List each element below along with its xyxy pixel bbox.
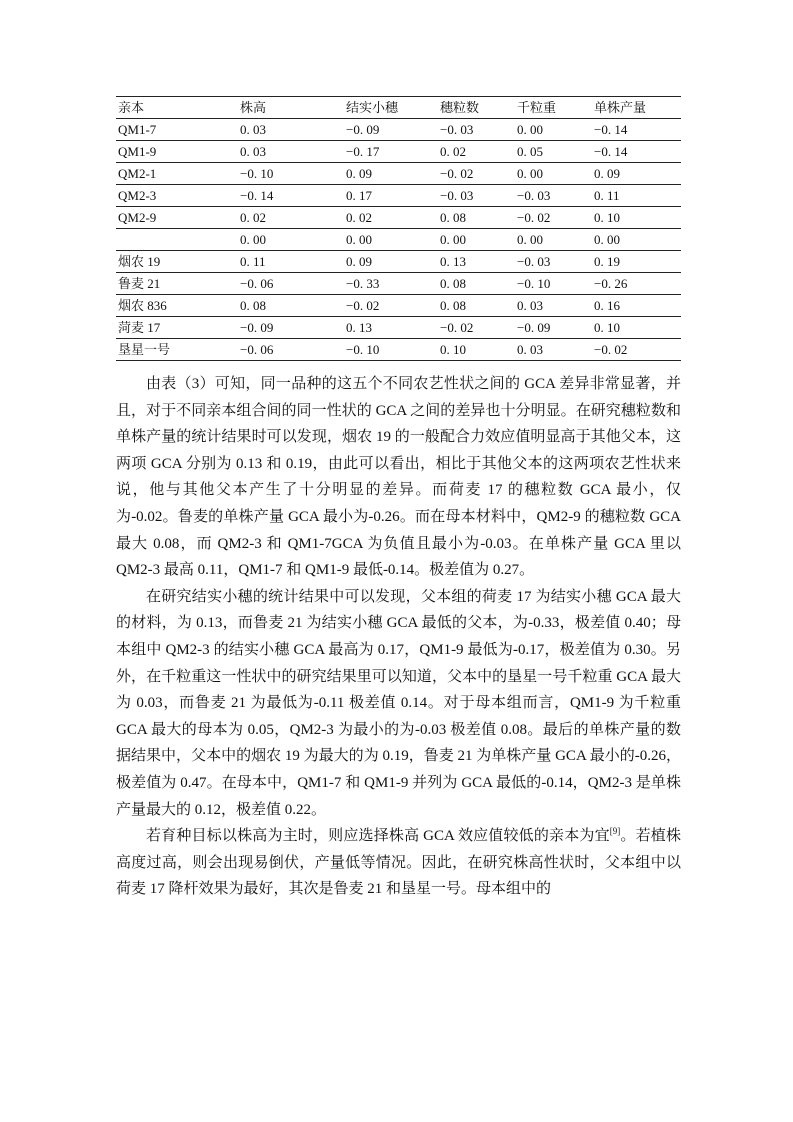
value-cell: 0. 05 — [517, 143, 543, 159]
header-cell-parent: 亲本 — [118, 99, 145, 115]
table-row — [116, 141, 681, 163]
value-cell: −0. 33 — [346, 275, 380, 291]
value-cell: 0. 09 — [346, 165, 372, 181]
value-cell: −0. 09 — [517, 319, 551, 335]
value-cell: 0. 08 — [440, 209, 466, 225]
value-cell: −0. 14 — [594, 121, 628, 137]
row-label-cell: QM1-7 — [118, 121, 157, 137]
value-cell: −0. 14 — [594, 143, 628, 159]
value-cell: −0. 10 — [517, 275, 551, 291]
row-label-cell — [116, 229, 238, 251]
table-row — [116, 295, 681, 317]
value-cell: 0. 00 — [440, 231, 466, 247]
value-cell: −0. 03 — [517, 253, 551, 269]
paragraph-3-tail: 。若植株高度过高，则会出现易倒伏，产量低等情况。因此，在研究株高性状时，父本组中以荷麦 17 降杆效果为最好，其次是鲁麦 21 和垦星一号。母本组中的 — [116, 828, 681, 898]
value-cell: 0. 02 — [346, 209, 372, 225]
citation-ref: [9] — [609, 826, 621, 837]
value-cell: −0. 03 — [440, 121, 474, 137]
header-row — [116, 97, 681, 119]
value-cell: 0. 03 — [240, 121, 266, 137]
header-cell-plant-height: 株高 — [240, 99, 267, 115]
table-row — [116, 251, 681, 273]
header-cell-thousand-grain-weight: 千粒重 — [517, 99, 557, 115]
row-label-cell: 烟农 836 — [118, 297, 167, 313]
value-cell: 0. 17 — [346, 187, 372, 203]
value-cell: 0. 13 — [346, 319, 372, 335]
value-cell: −0. 02 — [517, 209, 551, 225]
gca-table — [116, 96, 681, 361]
paragraph-2: 在研究结实小穗的统计结果中可以发现，父本组的荷麦 17 为结实小穗 GCA 最大的材料，为 0.13，而鲁麦 21 为结实小穗 GCA 最低的父本，为-0.33，极差值 0.40；母本组中 QM2-3 的结实小穗 GCA 最高为 0.17，QM1-9 最低为-0.17，极差值为 0.30。另外，在千粒重这一性状中的研究结果里可以知道，父本中的垦星一号千粒重 GCA 最大为 0.03，而鲁麦 21 为最低为-0.11 极差值 0.14。对于母本组而言，QM1-9 为千粒重 GCA 最大的母本为 0.05，QM2-3 为最小的为-0.03 极差值 0.08。最后的单株产量的数据结果中，父本中的烟农 19 为最大的为 0.19，鲁麦 21 为单株产量 GCA 最小的-0.26，极差值为 0.47。在母本中，QM1-7 和 QM1-9 并列为 GCA 最低的-0.14，QM2-3 是单株产量最大的 0.12，极差值 0.22。 — [116, 588, 681, 818]
value-cell: −0. 02 — [594, 341, 628, 357]
row-label-cell: 烟农 19 — [118, 253, 161, 269]
value-cell: −0. 03 — [517, 187, 551, 203]
value-cell: −0. 17 — [346, 143, 380, 159]
header-cell-grains-per-spike: 穗粒数 — [440, 99, 480, 115]
value-cell: 0. 11 — [240, 253, 266, 269]
value-cell: −0. 02 — [440, 165, 474, 181]
value-cell: −0. 10 — [240, 165, 274, 181]
value-cell: −0. 06 — [240, 275, 274, 291]
table-row — [116, 207, 681, 229]
value-cell: 0. 00 — [346, 231, 372, 247]
table-row — [116, 229, 681, 251]
value-cell: 0. 16 — [594, 297, 620, 313]
value-cell: −0. 02 — [440, 319, 474, 335]
value-cell: −0. 26 — [594, 275, 628, 291]
value-cell: 0. 08 — [440, 297, 466, 313]
value-cell: 0. 00 — [517, 121, 543, 137]
value-cell: −0. 10 — [346, 341, 380, 357]
value-cell: 0. 19 — [594, 253, 620, 269]
value-cell: 0. 08 — [440, 275, 466, 291]
value-cell: 0. 00 — [517, 231, 543, 247]
value-cell: −0. 02 — [346, 297, 380, 313]
value-cell: 0. 00 — [517, 165, 543, 181]
row-label-cell: QM2-3 — [118, 187, 157, 203]
row-label-cell: QM2-1 — [118, 165, 157, 181]
table-row — [116, 273, 681, 295]
table-row — [116, 339, 681, 361]
value-cell: −0. 09 — [240, 319, 274, 335]
paragraph-3 — [116, 823, 681, 903]
row-label-cell: 鲁麦 21 — [118, 275, 161, 291]
value-cell: 0. 09 — [594, 165, 620, 181]
table-row — [116, 163, 681, 185]
table-row — [116, 185, 681, 207]
value-cell: 0. 03 — [517, 341, 543, 357]
value-cell: 0. 10 — [594, 209, 620, 225]
row-label-cell: QM1-9 — [118, 143, 157, 159]
value-cell: −0. 09 — [346, 121, 380, 137]
value-cell: 0. 13 — [440, 253, 466, 269]
value-cell: −0. 06 — [240, 341, 274, 357]
value-cell: 0. 00 — [594, 231, 620, 247]
value-cell: 0. 03 — [240, 143, 266, 159]
body-text — [116, 371, 681, 903]
value-cell: 0. 02 — [240, 209, 266, 225]
paragraph-3-text: 若育种目标以株高为主时，则应选择株高 GCA 效应值较低的亲本为宜 — [146, 828, 610, 845]
row-label-cell: 菏麦 17 — [118, 319, 161, 335]
header-cell-fertile-spikelet: 结实小穗 — [346, 99, 399, 115]
row-label-cell: QM2-9 — [118, 209, 157, 225]
value-cell: 0. 02 — [440, 143, 466, 159]
value-cell: 0. 08 — [240, 297, 266, 313]
table-row — [116, 317, 681, 339]
value-cell: −0. 14 — [240, 187, 274, 203]
value-cell: 0. 00 — [240, 231, 266, 247]
header-cell-yield-per-plant: 单株产量 — [594, 99, 647, 115]
value-cell: 0. 09 — [346, 253, 372, 269]
value-cell: 0. 10 — [594, 319, 620, 335]
table-row — [116, 119, 681, 141]
paragraph-1: 由表（3）可知，同一品种的这五个不同农艺性状之间的 GCA 差异非常显著，并且，对于不同亲本组合间的同一性状的 GCA 之间的差异也十分明显。在研究穗粒数和单株产量的统计结果时可以发现，烟农 19 的一般配合力效应值明显高于其他父本，这两项 GCA 分别为 0.13 和 0.19，由此可以看出，相比于其他父本的这两项农艺性状来说，他与其他父本产生了十分明显的差异。而荷麦 17 的穗粒数 GCA 最小，仅为-0.02。鲁麦的单株产量 GCA 最小为-0.26。而在母本材料中，QM2-9 的穗粒数 GCA 最大 0.08，而 QM2-3 和 QM1-7GCA 为负值且最小为-0.03。在单株产量 GCA 里以 QM2-3 最高 0.11，QM1-7 和 QM1-9 最低-0.14。极差值为 0.27。 — [116, 376, 681, 579]
value-cell: 0. 03 — [517, 297, 543, 313]
table-header — [116, 97, 681, 119]
value-cell: 0. 10 — [440, 341, 466, 357]
row-label-cell: 垦星一号 — [118, 341, 171, 357]
table-body — [116, 119, 681, 361]
value-cell: 0. 11 — [594, 187, 620, 203]
value-cell: −0. 03 — [440, 187, 474, 203]
